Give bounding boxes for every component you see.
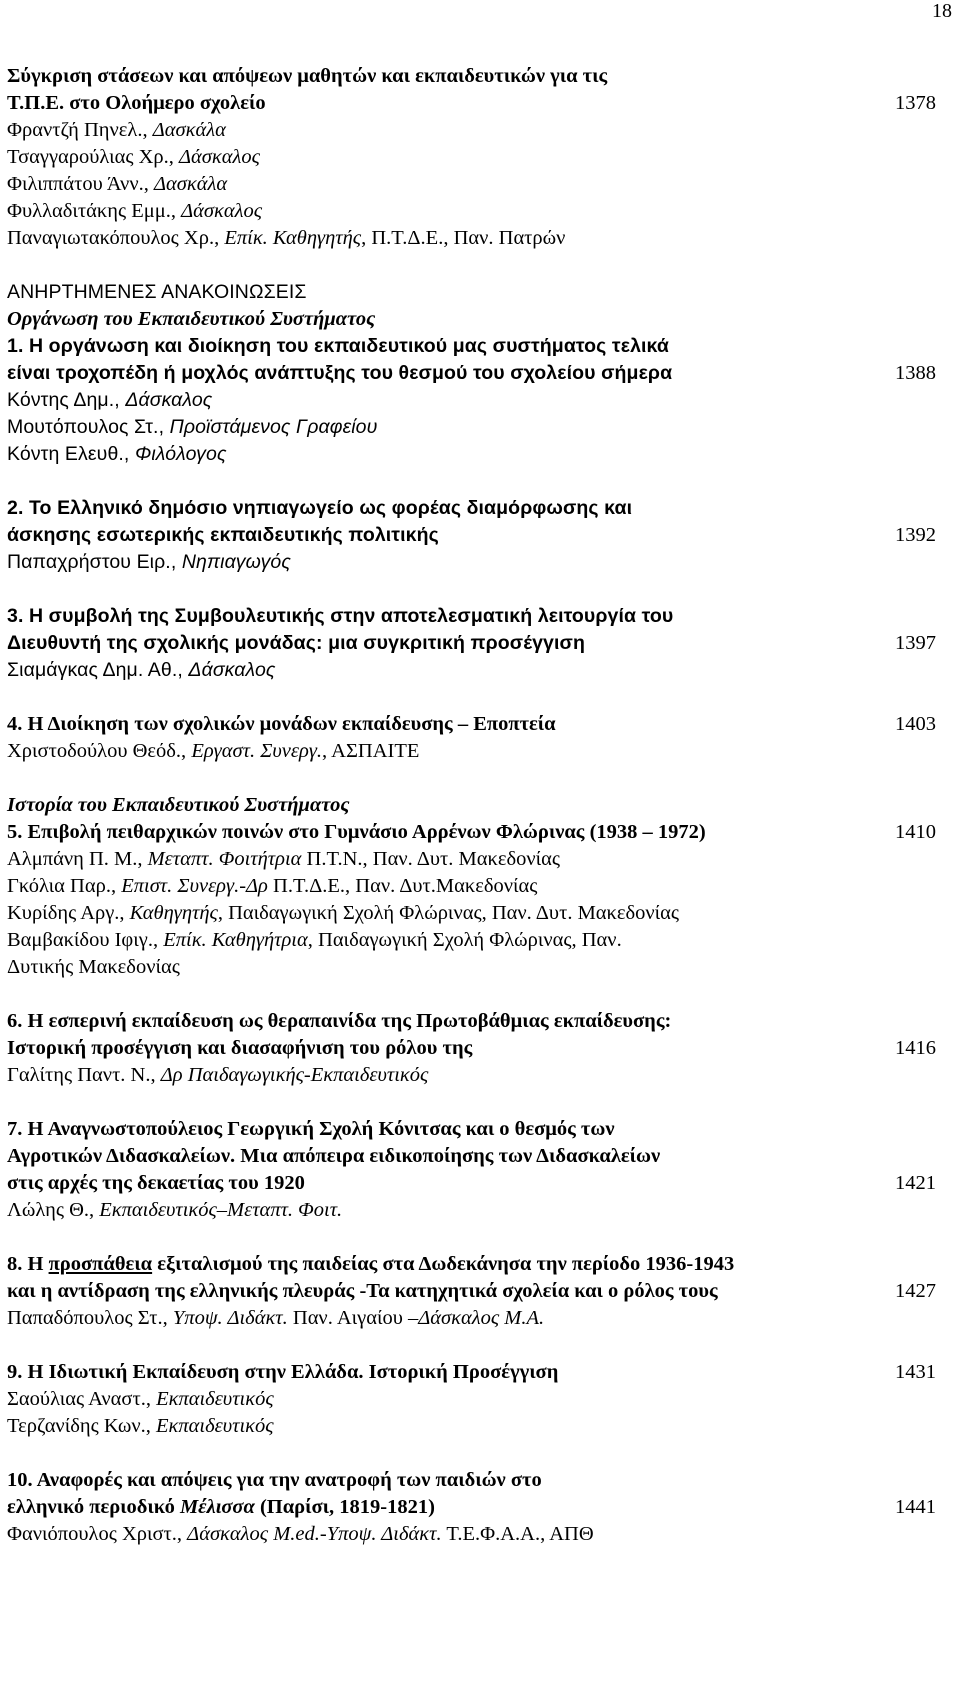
toc-line-text	[7, 306, 375, 332]
text-segment: Δρ Παιδαγωγικής-Εκπαιδευτικός	[160, 1064, 429, 1086]
toc-line-text	[7, 738, 419, 764]
text-segment: Π.Τ.Δ.Ε., Παν. Δυτ.Μακεδονίας	[267, 875, 538, 897]
text-segment: , Π.Τ.Δ.Ε., Παν. Πατρών	[361, 227, 566, 249]
toc-line	[7, 657, 936, 683]
text-segment: Φιλόλογος	[134, 443, 227, 465]
toc-line-text	[7, 1143, 660, 1169]
toc-line	[7, 1278, 936, 1304]
text-segment: Κόντη Ελευθ.,	[7, 443, 135, 465]
text-segment: 2. Το Ελληνικό δημόσιο νηπιαγωγείο ως φορέας διαμόρφωσης και	[7, 497, 633, 519]
text-segment: Δάσκαλος	[125, 389, 213, 411]
toc-line	[7, 1494, 936, 1520]
toc-line	[7, 441, 936, 467]
text-segment: στις αρχές της δεκαετίας του 1920	[7, 1172, 305, 1194]
toc-line	[7, 144, 936, 170]
text-segment: Ιστορική προσέγγιση και διασαφήνιση του ρόλου της	[7, 1037, 473, 1059]
toc-line	[7, 1413, 936, 1439]
toc-page-number: 1441	[895, 1496, 936, 1518]
toc-line	[7, 711, 936, 737]
toc-line	[7, 360, 936, 386]
text-segment: Οργάνωση του Εκπαιδευτικού Συστήματος	[7, 308, 376, 330]
text-segment: εξιταλισμού της παιδείας στα Δωδεκάνησα την περίοδο 1936-1943	[152, 1253, 735, 1275]
toc-line-text	[7, 63, 607, 89]
toc-line	[7, 522, 936, 548]
text-segment: Επιστ. Συνεργ.-Δρ	[121, 875, 268, 897]
toc-line	[7, 1386, 936, 1412]
toc-line	[7, 414, 936, 440]
toc-line	[7, 954, 936, 980]
toc-line-text	[7, 333, 669, 359]
text-segment: είναι τροχοπέδη ή μοχλός ανάπτυξης του θεσμού του σχολείου σήμερα	[7, 362, 673, 384]
toc-line	[7, 1467, 936, 1493]
text-segment: Αγροτικών Διδασκαλείων. Μια απόπειρα ειδικοποίησης των Διδασκαλείων	[7, 1145, 661, 1167]
toc-line-text	[7, 1386, 274, 1412]
text-segment: Χριστοδούλου Θεόδ.,	[7, 740, 192, 762]
toc-line-text	[7, 1521, 594, 1547]
text-segment: Φανιόπουλος Χριστ.,	[7, 1523, 188, 1545]
toc-line	[7, 1170, 936, 1196]
toc-line-text	[7, 117, 226, 143]
toc-line	[7, 306, 936, 332]
text-segment: Εκπαιδευτικός–Μεταπτ. Φοιτ.	[99, 1199, 343, 1221]
text-segment: άσκησης εσωτερικής εκπαιδευτικής πολιτικής	[7, 524, 439, 546]
text-segment: , ΑΣΠΑΙΤΕ	[322, 740, 420, 762]
text-segment: Γκόλια Παρ.,	[7, 875, 122, 897]
text-segment: ΑΝΗΡΤΗΜΕΝΕΣ ΑΝΑΚΟΙΝΩΣΕΙΣ	[7, 281, 307, 303]
toc-page-number: 1416	[895, 1037, 936, 1059]
toc-line	[7, 927, 936, 953]
text-segment: Φραντζή Πηνελ.,	[7, 119, 153, 141]
toc-line-text	[7, 549, 291, 575]
text-segment: Εκπαιδευτικός	[156, 1415, 274, 1437]
toc-line	[7, 1035, 936, 1061]
toc-line	[7, 90, 936, 116]
toc-line	[7, 603, 936, 629]
page-number: 18	[932, 0, 952, 22]
text-segment: Γαλίτης Παντ. Ν.,	[7, 1064, 161, 1086]
text-segment: Καθηγητής	[129, 902, 218, 924]
toc-page-number: 1378	[895, 92, 936, 114]
text-segment: Δασκάλα	[152, 119, 226, 141]
text-segment: Υποψ. Διδάκτ.	[172, 1307, 288, 1329]
text-segment: Μουτόπουλος Στ.,	[7, 416, 170, 438]
text-segment: Δάσκαλος	[181, 200, 263, 222]
text-segment: Παν. Αιγαίου –	[287, 1307, 419, 1329]
toc-line	[7, 495, 936, 521]
toc-line-text	[7, 927, 622, 953]
text-segment: Σιαμάγκας Δημ. Αθ.,	[7, 659, 189, 681]
text-segment: Σύγκριση στάσεων και απόψεων μαθητών και εκπαιδευτικών για τις	[7, 65, 608, 87]
text-segment: 3. Η συμβολή της Συμβουλευτικής στην αποτελεσματική λειτουργία του	[7, 605, 674, 627]
text-segment: Αλμπάνη Π. Μ.,	[7, 848, 148, 870]
toc-page-number: 1431	[895, 1361, 936, 1383]
text-segment: Βαμβακίδου Ιφιγ.,	[7, 929, 164, 951]
text-segment: Νηπιαγωγός	[181, 551, 291, 573]
toc-line-text	[7, 1062, 428, 1088]
toc-page-number: 1421	[895, 1172, 936, 1194]
toc-line-text	[7, 792, 350, 818]
toc-line-text	[7, 360, 672, 386]
text-segment: Παναγιωτακόπουλος Χρ.,	[7, 227, 225, 249]
toc-line-text	[7, 1170, 305, 1196]
text-segment: 5. Επιβολή πειθαρχικών ποινών στο Γυμνάσιο Αρρένων Φλώρινας (1938 – 1972)	[7, 821, 706, 843]
toc-line-text	[7, 1467, 542, 1493]
toc-line	[7, 873, 936, 899]
toc-page-number: 1397	[895, 632, 936, 654]
toc-line-text	[7, 441, 227, 467]
toc-line-text	[7, 873, 537, 899]
text-segment: Τερζανίδης Κων.,	[7, 1415, 157, 1437]
text-segment: Π.Τ.Ν., Παν. Δυτ. Μακεδονίας	[301, 848, 560, 870]
text-segment: 4. Η Διοίκηση των σχολικών μονάδων εκπαίδευσης – Εποπτεία	[7, 713, 556, 735]
text-segment: Δάσκαλος	[179, 146, 260, 168]
toc-line	[7, 1521, 936, 1547]
toc-line-text	[7, 90, 266, 116]
text-segment: Μέλισσα	[179, 1496, 255, 1518]
text-segment: , Παιδαγωγική Σχολή Φλώρινας, Παν.	[307, 929, 622, 951]
text-segment: 8. Η	[7, 1253, 49, 1275]
text-segment: Εργαστ. Συνεργ.	[191, 740, 323, 762]
toc-line	[7, 1143, 936, 1169]
text-segment: 10. Αναφορές και απόψεις για την ανατροφή των παιδιών στο	[7, 1469, 542, 1491]
toc-page-number: 1403	[895, 713, 936, 735]
text-segment: , Παιδαγωγική Σχολή Φλώρινας, Παν. Δυτ. Μακεδονίας	[217, 902, 680, 924]
text-segment: Διευθυντή της σχολικής μονάδας: μια συγκριτική προσέγγιση	[7, 632, 585, 654]
text-segment: Κυρίδης Αργ.,	[7, 902, 130, 924]
toc-line	[7, 819, 936, 845]
text-segment: Παπαδόπουλος Στ.,	[7, 1307, 173, 1329]
toc-page-number: 1427	[895, 1280, 936, 1302]
text-segment: Δυτικής Μακεδονίας	[7, 956, 180, 978]
toc-line	[7, 63, 936, 89]
text-segment: Μεταπτ. Φοιτήτρια	[147, 848, 302, 870]
toc-line	[7, 1116, 936, 1142]
text-segment: Ιστορία του Εκπαιδευτικού Συστήματος	[7, 794, 350, 816]
text-segment: ελληνικό περιοδικό	[7, 1496, 180, 1518]
text-segment: Εκπαιδευτικός	[156, 1388, 274, 1410]
toc-line-text	[7, 1251, 734, 1277]
toc-line	[7, 171, 936, 197]
toc-line	[7, 387, 936, 413]
toc-line	[7, 279, 936, 305]
text-segment: Φιλιππάτου Άνν.,	[7, 173, 154, 195]
toc-line-text	[7, 144, 260, 170]
toc-line	[7, 1251, 936, 1277]
toc-line	[7, 738, 936, 764]
text-segment: Παπαχρήστου Ειρ.,	[7, 551, 182, 573]
text-segment: και η αντίδραση της ελληνικής πλευράς -Τα κατηχητικά σχολεία και ο ρόλος τους	[7, 1280, 718, 1302]
toc-line	[7, 1305, 936, 1331]
toc-page-number: 1410	[895, 821, 936, 843]
text-segment: 7. Η Αναγνωστοπούλειος Γεωργική Σχολή Κόνιτσας και ο θεσμός των	[7, 1118, 615, 1140]
text-segment: Προϊστάμενος Γραφείου	[169, 416, 378, 438]
toc-line-text	[7, 225, 565, 251]
toc-line	[7, 1359, 936, 1385]
text-segment: Επίκ. Καθηγήτρια	[163, 929, 308, 951]
text-segment: Τ.Π.Ε. στο Ολοήμερο σχολείο	[7, 92, 266, 114]
toc-page-number: 1392	[895, 524, 936, 546]
toc-line	[7, 225, 936, 251]
toc-line	[7, 900, 936, 926]
text-segment: Επίκ. Καθηγητής	[224, 227, 362, 249]
text-segment: Φυλλαδιτάκης Εμμ.,	[7, 200, 182, 222]
toc-line-text	[7, 819, 706, 845]
text-segment: προσπάθεια	[48, 1253, 153, 1275]
toc-line-text	[7, 603, 673, 629]
toc-page-number: 1388	[895, 362, 936, 384]
toc-line	[7, 333, 936, 359]
toc-line-text	[7, 522, 439, 548]
toc-line	[7, 846, 936, 872]
text-segment: Δάσκαλος	[188, 659, 276, 681]
text-segment: 9. Η Ιδιωτική Εκπαίδευση στην Ελλάδα. Ιστορική Προσέγγιση	[7, 1361, 559, 1383]
text-segment: Σαούλιας Αναστ.,	[7, 1388, 157, 1410]
text-segment: 1. Η οργάνωση και διοίκηση του εκπαιδευτικού μας συστήματος τελικά	[7, 335, 669, 357]
text-segment: Δάσκαλος M.ed.-Υποψ. Διδάκτ.	[187, 1523, 442, 1545]
toc-line-text	[7, 1116, 615, 1142]
toc-line-text	[7, 900, 679, 926]
toc-line-text	[7, 1359, 558, 1385]
toc-line-text	[7, 846, 560, 872]
text-segment: Τσαγγαρούλιας Χρ.,	[7, 146, 179, 168]
toc-line-text	[7, 279, 307, 305]
toc-line-text	[7, 1008, 671, 1034]
text-segment: Δασκάλα	[153, 173, 228, 195]
text-segment: Κόντης Δημ.,	[7, 389, 126, 411]
toc-line-text	[7, 387, 212, 413]
toc-line-text	[7, 1035, 472, 1061]
toc-line	[7, 117, 936, 143]
toc-line	[7, 792, 936, 818]
text-segment: Δάσκαλος Μ.Α.	[418, 1307, 545, 1329]
toc-line	[7, 1197, 936, 1223]
toc-line	[7, 1008, 936, 1034]
toc-line	[7, 549, 936, 575]
toc-line-text	[7, 630, 585, 656]
toc-line	[7, 198, 936, 224]
toc-line-text	[7, 1197, 342, 1223]
toc-line-text	[7, 954, 180, 980]
toc-line	[7, 1062, 936, 1088]
toc-line-text	[7, 1413, 274, 1439]
toc-line-text	[7, 495, 632, 521]
text-segment: (Παρίσι, 1819-1821)	[254, 1496, 435, 1518]
toc-line	[7, 630, 936, 656]
toc-line-text	[7, 1305, 544, 1331]
toc-line-text	[7, 1494, 435, 1520]
text-segment: Τ.Ε.Φ.Α.Α., ΑΠΘ	[441, 1523, 594, 1545]
text-segment: 6. Η εσπερινή εκπαίδευση ως θεραπαινίδα της Πρωτοβάθμιας εκπαίδευσης:	[7, 1010, 672, 1032]
toc-line-text	[7, 1278, 718, 1304]
toc-line-text	[7, 171, 227, 197]
toc-line-text	[7, 198, 262, 224]
text-segment: Λώλης Θ.,	[7, 1199, 100, 1221]
toc-line-text	[7, 711, 556, 737]
toc-line-text	[7, 657, 275, 683]
toc-line-text	[7, 414, 377, 440]
